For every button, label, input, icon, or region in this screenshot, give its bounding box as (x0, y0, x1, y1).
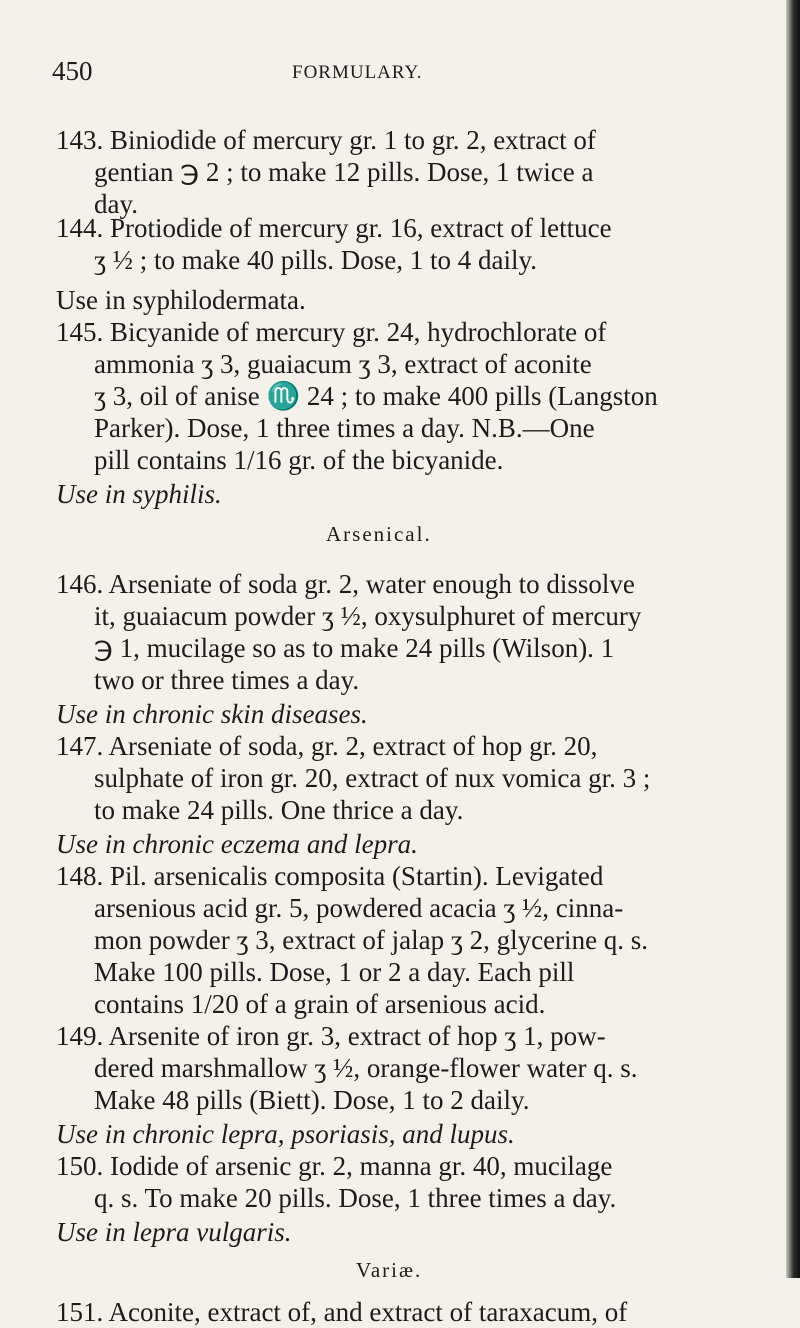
text-line: 151. Aconite, extract of, and extract of taraxacum, of (56, 1297, 628, 1327)
use-line: Use in syphilodermata. (56, 285, 306, 315)
text-line: contains 1/20 of a grain of arsenious acid. (94, 989, 546, 1019)
text-line: 147. Arseniate of soda, gr. 2, extract of hop gr. 20, (56, 731, 598, 761)
text-line: mon powder ʒ 3, extract of jalap ʒ 2, glycerine q. s. (94, 925, 649, 955)
text-line: it, guaiacum powder ʒ ½, oxysulphuret of mercury (94, 601, 642, 631)
text-line: 145. Bicyanide of mercury gr. 24, hydrochlorate of (56, 317, 607, 347)
text-line: Parker). Dose, 1 three times a day. N.B.—One (94, 413, 595, 443)
text-line: Make 48 pills (Biett). Dose, 1 to 2 daily. (94, 1085, 530, 1115)
text-line: Make 100 pills. Dose, 1 or 2 a day. Each pill (94, 957, 575, 987)
text-line: 143. Biniodide of mercury gr. 1 to gr. 2, extract of (56, 125, 596, 155)
section-heading-arsenical: Arsenical. (326, 522, 432, 546)
text-line: q. s. To make 20 pills. Dose, 1 three times a day. (94, 1183, 617, 1213)
use-line: Use in syphilis. (56, 479, 222, 509)
use-line: Use in chronic skin diseases. (56, 699, 368, 729)
text-line: gentian ℈ 2 ; to make 12 pills. Dose, 1 twice a (94, 157, 594, 187)
text-line: 150. Iodide of arsenic gr. 2, manna gr. 40, mucilage (56, 1151, 613, 1181)
running-title: FORMULARY. (292, 62, 423, 83)
section-heading-variae: Variæ. (356, 1258, 423, 1282)
text-line: sulphate of iron gr. 20, extract of nux vomica gr. 3 ; (94, 763, 651, 793)
text-line: ʒ ½ ; to make 40 pills. Dose, 1 to 4 daily. (94, 245, 537, 275)
text-line: dered marshmallow ʒ ½, orange-flower water q. s. (94, 1053, 638, 1083)
use-line: Use in lepra vulgaris. (56, 1217, 292, 1247)
text-line: two or three times a day. (94, 665, 360, 695)
page-header (52, 56, 692, 96)
text-line: 146. Arseniate of soda gr. 2, water enough to dissolve (56, 569, 635, 599)
use-line: Use in chronic lepra, psoriasis, and lupus. (56, 1119, 515, 1149)
text-line: pill contains 1/16 gr. of the bicyanide. (94, 445, 504, 475)
text-line: ℈ 1, mucilage so as to make 24 pills (Wilson). 1 (94, 633, 615, 663)
text-line: 149. Arsenite of iron gr. 3, extract of hop ʒ 1, pow- (56, 1021, 606, 1051)
text-line: day. (94, 189, 138, 219)
text-line: arsenious acid gr. 5, powdered acacia ʒ ½, cinna- (94, 893, 624, 923)
page-number: 450 (52, 56, 93, 86)
use-line: Use in chronic eczema and lepra. (56, 829, 418, 859)
text-line: to make 24 pills. One thrice a day. (94, 795, 464, 825)
text-line: 148. Pil. arsenicalis composita (Startin). Levigated (56, 861, 604, 891)
page-edge-shadow (786, 0, 800, 1278)
text-line: ʒ 3, oil of anise ♏ 24 ; to make 400 pills (Langston (94, 381, 658, 411)
text-line: ammonia ʒ 3, guaiacum ʒ 3, extract of aconite (94, 349, 592, 379)
text-line: 144. Protiodide of mercury gr. 16, extract of lettuce (56, 213, 612, 243)
